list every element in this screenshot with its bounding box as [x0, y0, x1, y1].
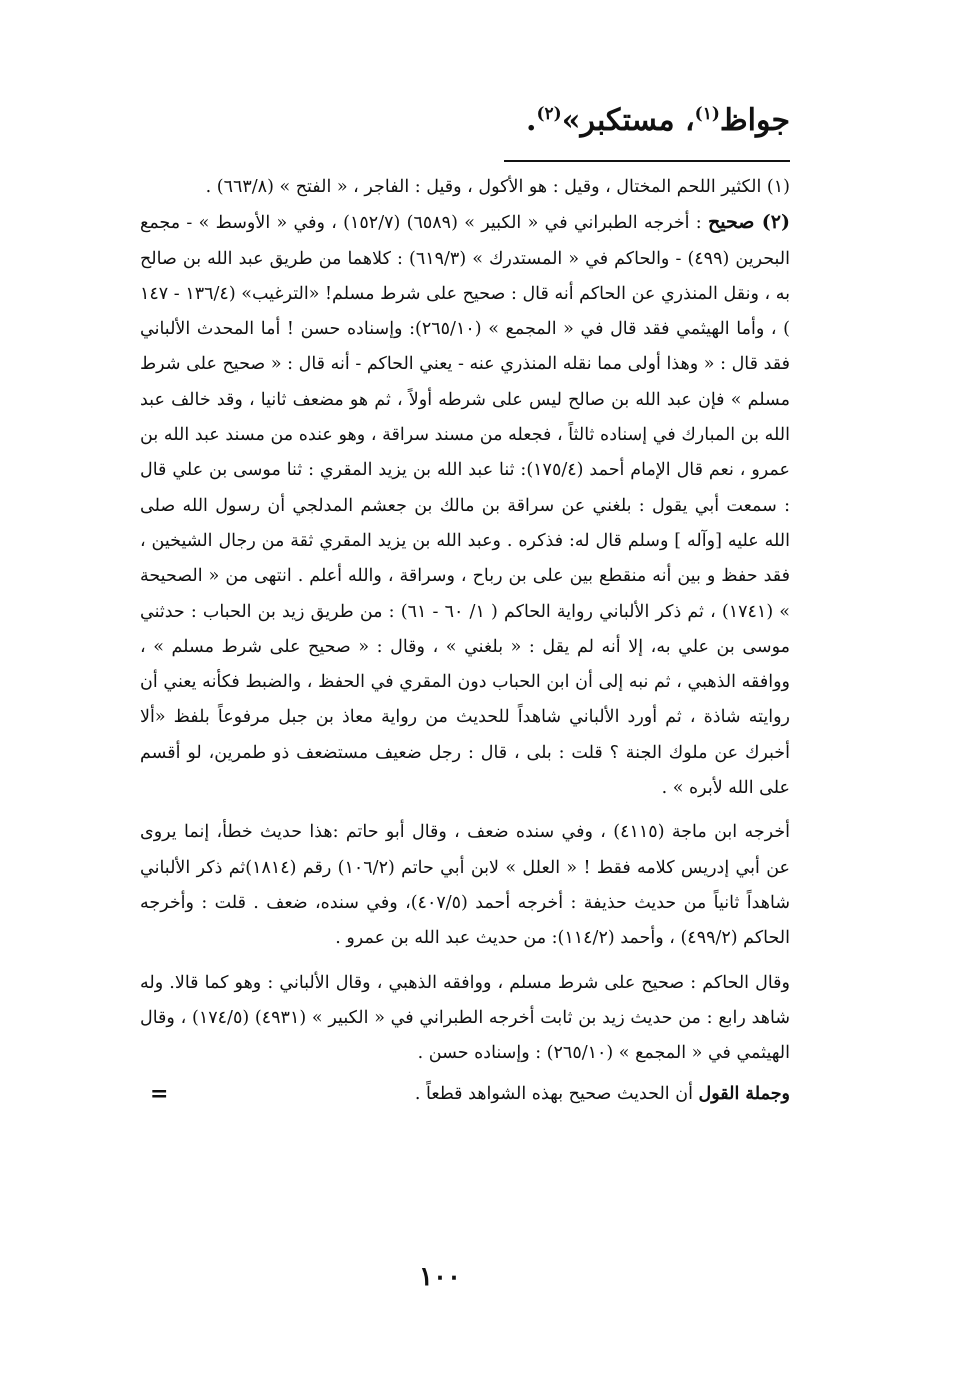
footnote-separator [504, 160, 790, 162]
page-number: ١٠٠ [419, 1262, 461, 1292]
conclusion-rest: أن الحديث صحيح بهذه الشواهد قطعاً . [414, 1084, 693, 1105]
footnote-paragraph-3: وقال الحاكم : صحيح على شرط مسلم ، ووافقه الذهبي ، وقال الألباني : وهو كما قالا. وله شاهد رابع : من حديث زيد بن ثابت أخرجه الطبراني في « الكبير » (٤٩٣١) (١٧٤/٥) ، وقال الهيثمي في « المجمع » (٢٦٥/١٠) : وإسناده حسن . [140, 972, 790, 1064]
main-text-line [150, 92, 790, 143]
footnote-1: (١) الكثير اللحم المختال ، وقيل : هو الأكول ، وقيل : الفاجر ، « الفتح » (٦٦٣/٨) . [205, 177, 790, 197]
footnote-ref-1: (١) [694, 104, 720, 124]
main-text-after: . [526, 103, 537, 138]
continuation-mark: = [150, 1081, 169, 1108]
footnotes-section [140, 170, 790, 1113]
conclusion-lead: وجملة القول [698, 1084, 790, 1105]
footnote-2-label: (٢) صحيح [708, 211, 790, 234]
footnote-2-body: : أخرجه الطبراني في « الكبير » (٦٥٨٩) (١٥٢/٧) ، وفي « الأوسط » - مجمع البحرين (٤٩٩) - والحاكم في « المستدرك » (٦١٩/٣) : كلاهما من طريق عبد الله بن صالح به ، ونقل المنذري عن الحاكم أنه قال : صحيح على شرط مسلم! «الترغيب» (١٣٦/٤ - ١٤٧ ) ، وأما الهيثمي فقد قال في « المجمع » (٢٦٥/١٠): وإسناده حسن ! أما المحدث الألباني فقد قال : « وهذا أولى مما نقله المنذري عنه - يعني الحاكم - أنه قال : « صحيح على شرط مسلم » فإن عبد الله بن صالح ليس على شرطه أولاً ، ثم هو مضعف ثانيا ، وقد خالف عبد الله بن المبارك في إسناده ثالثاً ، فجعله من مسند سراقة ، وهو عنده من مسند عبد الله بن عمرو ، نعم قال الإمام أحمد (١٧٥/٤): ثنا عبد الله بن يزيد المقري : ثنا موسى بن علي قال : سمعت أبي يقول : بلغني عن سراقة بن مالك بن جعشم المدلجي أن رسول الله صلى الله عليه [وآله ] وسلم قال له: فذكره . وعبد الله بن يزيد المقري ثقة من رجال الشيخين ، فقد حفظ و بين أنه منقطع بين على بن رباح ، وسراقة ، والله أعلم . انتهى من « الصحيحة » (١٧٤١) ، ثم ذكر الألباني رواية الحاكم ( ١/ ٦٠ - ٦١) : من طريق زيد بن الحباب : حدثني موسى بن علي به، إلا أنه لم يقل : « بلغني » ، وقال : « صحيح على شرط مسلم » ، ووافقه الذهبي ، ثم نبه إلى أن ابن الحباب دون المقري في الحفظ ، والضبط فكأنه يعني أن روايته شاذة ، ثم أورد الألباني شاهداً للحديث من رواية معاذ بن جبل مرفوعاً بلفظ «ألا أخبرك عن ملوك الجنة ؟ قلت : بلى ، قال : رجل ضعيف مستضعف ذو طمرين، لو أقسم على الله لأبره » . [140, 213, 791, 799]
main-text-middle: ، مستكبر» [561, 103, 695, 138]
footnote-ref-2: (٢) [536, 104, 562, 124]
footnote-2 [140, 205, 790, 806]
main-text-before: جواظ [719, 103, 790, 138]
conclusion-line [140, 1077, 790, 1112]
footnote-paragraph-2: أخرجه ابن ماجة (٤١١٥) ، وفي سنده ضعف ، وقال أبو حاتم :هذا حديث خطأ، إنما يروى عن أبي إدريس كلامه فقط ! « العلل » لابن أبي حاتم (١٠٦/٢) رقم (١٨١٤)ثم ذكر الألباني شاهداً ثانياً من حديث حذيفة : أخرجه أحمد (٤٠٧/٥)، وفي سنده، ضعف . قلت : وأخرجه الحاكم (٤٩٩/٢) ، وأحمد (١١٤/٢): من حديث عبد الله بن عمرو . [140, 822, 790, 949]
